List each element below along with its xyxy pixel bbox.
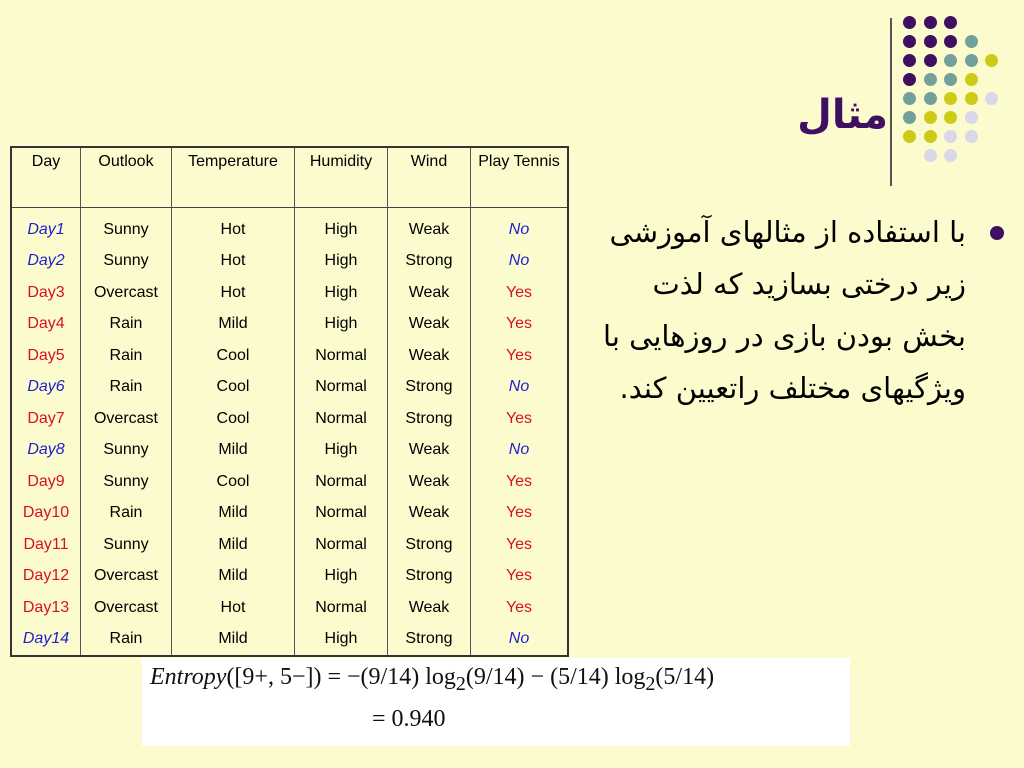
cell-outlook: Overcast bbox=[81, 403, 172, 435]
cell-outlook: Sunny bbox=[81, 529, 172, 561]
decorative-dot bbox=[944, 111, 957, 124]
cell-humidity: Normal bbox=[295, 403, 388, 435]
formula-base1: 2 bbox=[455, 672, 466, 695]
cell-humidity: Normal bbox=[295, 466, 388, 498]
cell-humidity: Normal bbox=[295, 592, 388, 624]
cell-humidity: High bbox=[295, 246, 388, 278]
decorative-dot bbox=[924, 73, 937, 86]
bullet-item bbox=[586, 206, 966, 414]
formula-eq1: = −(9/14) bbox=[321, 664, 426, 690]
cell-outlook: Sunny bbox=[81, 246, 172, 278]
cell-wind: Weak bbox=[388, 466, 471, 498]
cell-outlook: Rain bbox=[81, 340, 172, 372]
table-row bbox=[11, 403, 568, 435]
header-temperature: Temperature bbox=[172, 147, 295, 208]
cell-day: Day11 bbox=[11, 529, 81, 561]
cell-humidity: Normal bbox=[295, 498, 388, 530]
cell-humidity: Normal bbox=[295, 340, 388, 372]
cell-play-tennis: Yes bbox=[471, 498, 569, 530]
decorative-dot bbox=[965, 54, 978, 67]
formula-line-2: = 0.940 bbox=[372, 706, 446, 732]
cell-temperature: Mild bbox=[172, 529, 295, 561]
table-row bbox=[11, 561, 568, 593]
decorative-dot bbox=[985, 54, 998, 67]
decorative-dot bbox=[944, 54, 957, 67]
formula-base2: 2 bbox=[645, 672, 656, 695]
decorative-dot bbox=[903, 130, 916, 143]
training-data-table bbox=[10, 146, 569, 657]
decorative-dot bbox=[965, 35, 978, 48]
decorative-dot bbox=[903, 111, 916, 124]
cell-day: Day14 bbox=[11, 624, 81, 657]
table-row bbox=[11, 498, 568, 530]
cell-humidity: High bbox=[295, 561, 388, 593]
decorative-dots bbox=[900, 12, 1024, 172]
cell-outlook: Overcast bbox=[81, 561, 172, 593]
cell-temperature: Mild bbox=[172, 498, 295, 530]
formula-arg2: (5/14) bbox=[655, 664, 715, 690]
cell-temperature: Cool bbox=[172, 466, 295, 498]
cell-day: Day2 bbox=[11, 246, 81, 278]
decorative-dot bbox=[944, 35, 957, 48]
table-row bbox=[11, 246, 568, 278]
cell-temperature: Hot bbox=[172, 277, 295, 309]
decorative-dot bbox=[903, 54, 916, 67]
cell-temperature: Cool bbox=[172, 372, 295, 404]
cell-play-tennis: Yes bbox=[471, 309, 569, 341]
cell-play-tennis: Yes bbox=[471, 403, 569, 435]
decorative-dot bbox=[944, 130, 957, 143]
cell-play-tennis: No bbox=[471, 208, 569, 246]
table-header-row bbox=[11, 147, 568, 208]
formula-log2: log bbox=[614, 664, 646, 690]
cell-wind: Weak bbox=[388, 592, 471, 624]
cell-play-tennis: Yes bbox=[471, 529, 569, 561]
table-row bbox=[11, 592, 568, 624]
cell-wind: Weak bbox=[388, 435, 471, 467]
cell-outlook: Rain bbox=[81, 624, 172, 657]
divider-line bbox=[890, 18, 892, 186]
cell-day: Day12 bbox=[11, 561, 81, 593]
cell-play-tennis: Yes bbox=[471, 592, 569, 624]
cell-outlook: Overcast bbox=[81, 592, 172, 624]
cell-humidity: High bbox=[295, 277, 388, 309]
header-wind: Wind bbox=[388, 147, 471, 208]
cell-day: Day3 bbox=[11, 277, 81, 309]
cell-wind: Strong bbox=[388, 246, 471, 278]
cell-outlook: Rain bbox=[81, 309, 172, 341]
cell-wind: Strong bbox=[388, 403, 471, 435]
cell-temperature: Cool bbox=[172, 403, 295, 435]
formula-log1: log bbox=[425, 664, 456, 690]
bullet-text: با استفاده از مثالهای آموزشی زیر درختی بسازید که لذت بخش بودن بازی در روزهایی با ویژگیهای مختلف راتعیین کند. bbox=[603, 215, 966, 405]
decorative-dot bbox=[965, 130, 978, 143]
decorative-dot bbox=[903, 73, 916, 86]
decorative-dot bbox=[944, 16, 957, 29]
table-row bbox=[11, 309, 568, 341]
cell-outlook: Sunny bbox=[81, 466, 172, 498]
decorative-dot bbox=[903, 92, 916, 105]
table-row bbox=[11, 372, 568, 404]
cell-humidity: Normal bbox=[295, 529, 388, 561]
cell-wind: Weak bbox=[388, 277, 471, 309]
formula-args: ([9+, 5−]) bbox=[226, 664, 322, 690]
cell-outlook: Rain bbox=[81, 372, 172, 404]
cell-play-tennis: No bbox=[471, 246, 569, 278]
cell-outlook: Sunny bbox=[81, 435, 172, 467]
decorative-dot bbox=[924, 149, 937, 162]
cell-play-tennis: Yes bbox=[471, 277, 569, 309]
table-row bbox=[11, 529, 568, 561]
header-play-tennis: Play Tennis bbox=[471, 147, 569, 208]
cell-day: Day4 bbox=[11, 309, 81, 341]
decorative-dot bbox=[985, 92, 998, 105]
cell-outlook: Rain bbox=[81, 498, 172, 530]
formula-fn: Entropy bbox=[150, 664, 227, 690]
decorative-dot bbox=[924, 16, 937, 29]
cell-wind: Strong bbox=[388, 372, 471, 404]
cell-wind: Strong bbox=[388, 624, 471, 657]
cell-humidity: High bbox=[295, 208, 388, 246]
cell-temperature: Cool bbox=[172, 340, 295, 372]
cell-temperature: Hot bbox=[172, 592, 295, 624]
header-humidity: Humidity bbox=[295, 147, 388, 208]
header-outlook: Outlook bbox=[81, 147, 172, 208]
cell-temperature: Mild bbox=[172, 624, 295, 657]
cell-day: Day13 bbox=[11, 592, 81, 624]
cell-play-tennis: Yes bbox=[471, 466, 569, 498]
decorative-dot bbox=[903, 35, 916, 48]
table-row bbox=[11, 624, 568, 657]
decorative-dot bbox=[944, 149, 957, 162]
cell-wind: Strong bbox=[388, 561, 471, 593]
cell-temperature: Mild bbox=[172, 435, 295, 467]
cell-wind: Weak bbox=[388, 498, 471, 530]
decorative-dot bbox=[924, 130, 937, 143]
cell-humidity: High bbox=[295, 435, 388, 467]
table-row bbox=[11, 435, 568, 467]
cell-humidity: High bbox=[295, 624, 388, 657]
cell-humidity: High bbox=[295, 309, 388, 341]
decorative-dot bbox=[965, 73, 978, 86]
entropy-formula bbox=[142, 658, 850, 746]
decorative-dot bbox=[924, 92, 937, 105]
formula-arg1: (9/14) − (5/14) bbox=[465, 664, 615, 690]
cell-play-tennis: No bbox=[471, 435, 569, 467]
cell-play-tennis: Yes bbox=[471, 561, 569, 593]
cell-wind: Weak bbox=[388, 208, 471, 246]
cell-outlook: Overcast bbox=[81, 277, 172, 309]
table-row bbox=[11, 208, 568, 246]
table-row bbox=[11, 340, 568, 372]
cell-temperature: Hot bbox=[172, 246, 295, 278]
cell-wind: Strong bbox=[388, 529, 471, 561]
table-row bbox=[11, 277, 568, 309]
decorative-dot bbox=[924, 111, 937, 124]
cell-day: Day6 bbox=[11, 372, 81, 404]
decorative-dot bbox=[924, 35, 937, 48]
cell-play-tennis: No bbox=[471, 372, 569, 404]
cell-day: Day9 bbox=[11, 466, 81, 498]
cell-temperature: Mild bbox=[172, 309, 295, 341]
decorative-dot bbox=[924, 54, 937, 67]
table-row bbox=[11, 466, 568, 498]
cell-temperature: Mild bbox=[172, 561, 295, 593]
bullet-dot-icon bbox=[990, 226, 1004, 240]
cell-wind: Weak bbox=[388, 309, 471, 341]
header-day: Day bbox=[11, 147, 81, 208]
cell-day: Day5 bbox=[11, 340, 81, 372]
decorative-dot bbox=[965, 111, 978, 124]
table-body bbox=[11, 208, 568, 657]
cell-play-tennis: Yes bbox=[471, 340, 569, 372]
formula-line-1 bbox=[150, 664, 714, 696]
cell-day: Day7 bbox=[11, 403, 81, 435]
decorative-dot bbox=[965, 92, 978, 105]
slide-title: مثال bbox=[797, 92, 888, 138]
cell-day: Day10 bbox=[11, 498, 81, 530]
cell-temperature: Hot bbox=[172, 208, 295, 246]
cell-outlook: Sunny bbox=[81, 208, 172, 246]
decorative-dot bbox=[944, 92, 957, 105]
cell-wind: Weak bbox=[388, 340, 471, 372]
decorative-dot bbox=[944, 73, 957, 86]
cell-humidity: Normal bbox=[295, 372, 388, 404]
cell-day: Day8 bbox=[11, 435, 81, 467]
decorative-dot bbox=[903, 16, 916, 29]
cell-day: Day1 bbox=[11, 208, 81, 246]
cell-play-tennis: No bbox=[471, 624, 569, 657]
